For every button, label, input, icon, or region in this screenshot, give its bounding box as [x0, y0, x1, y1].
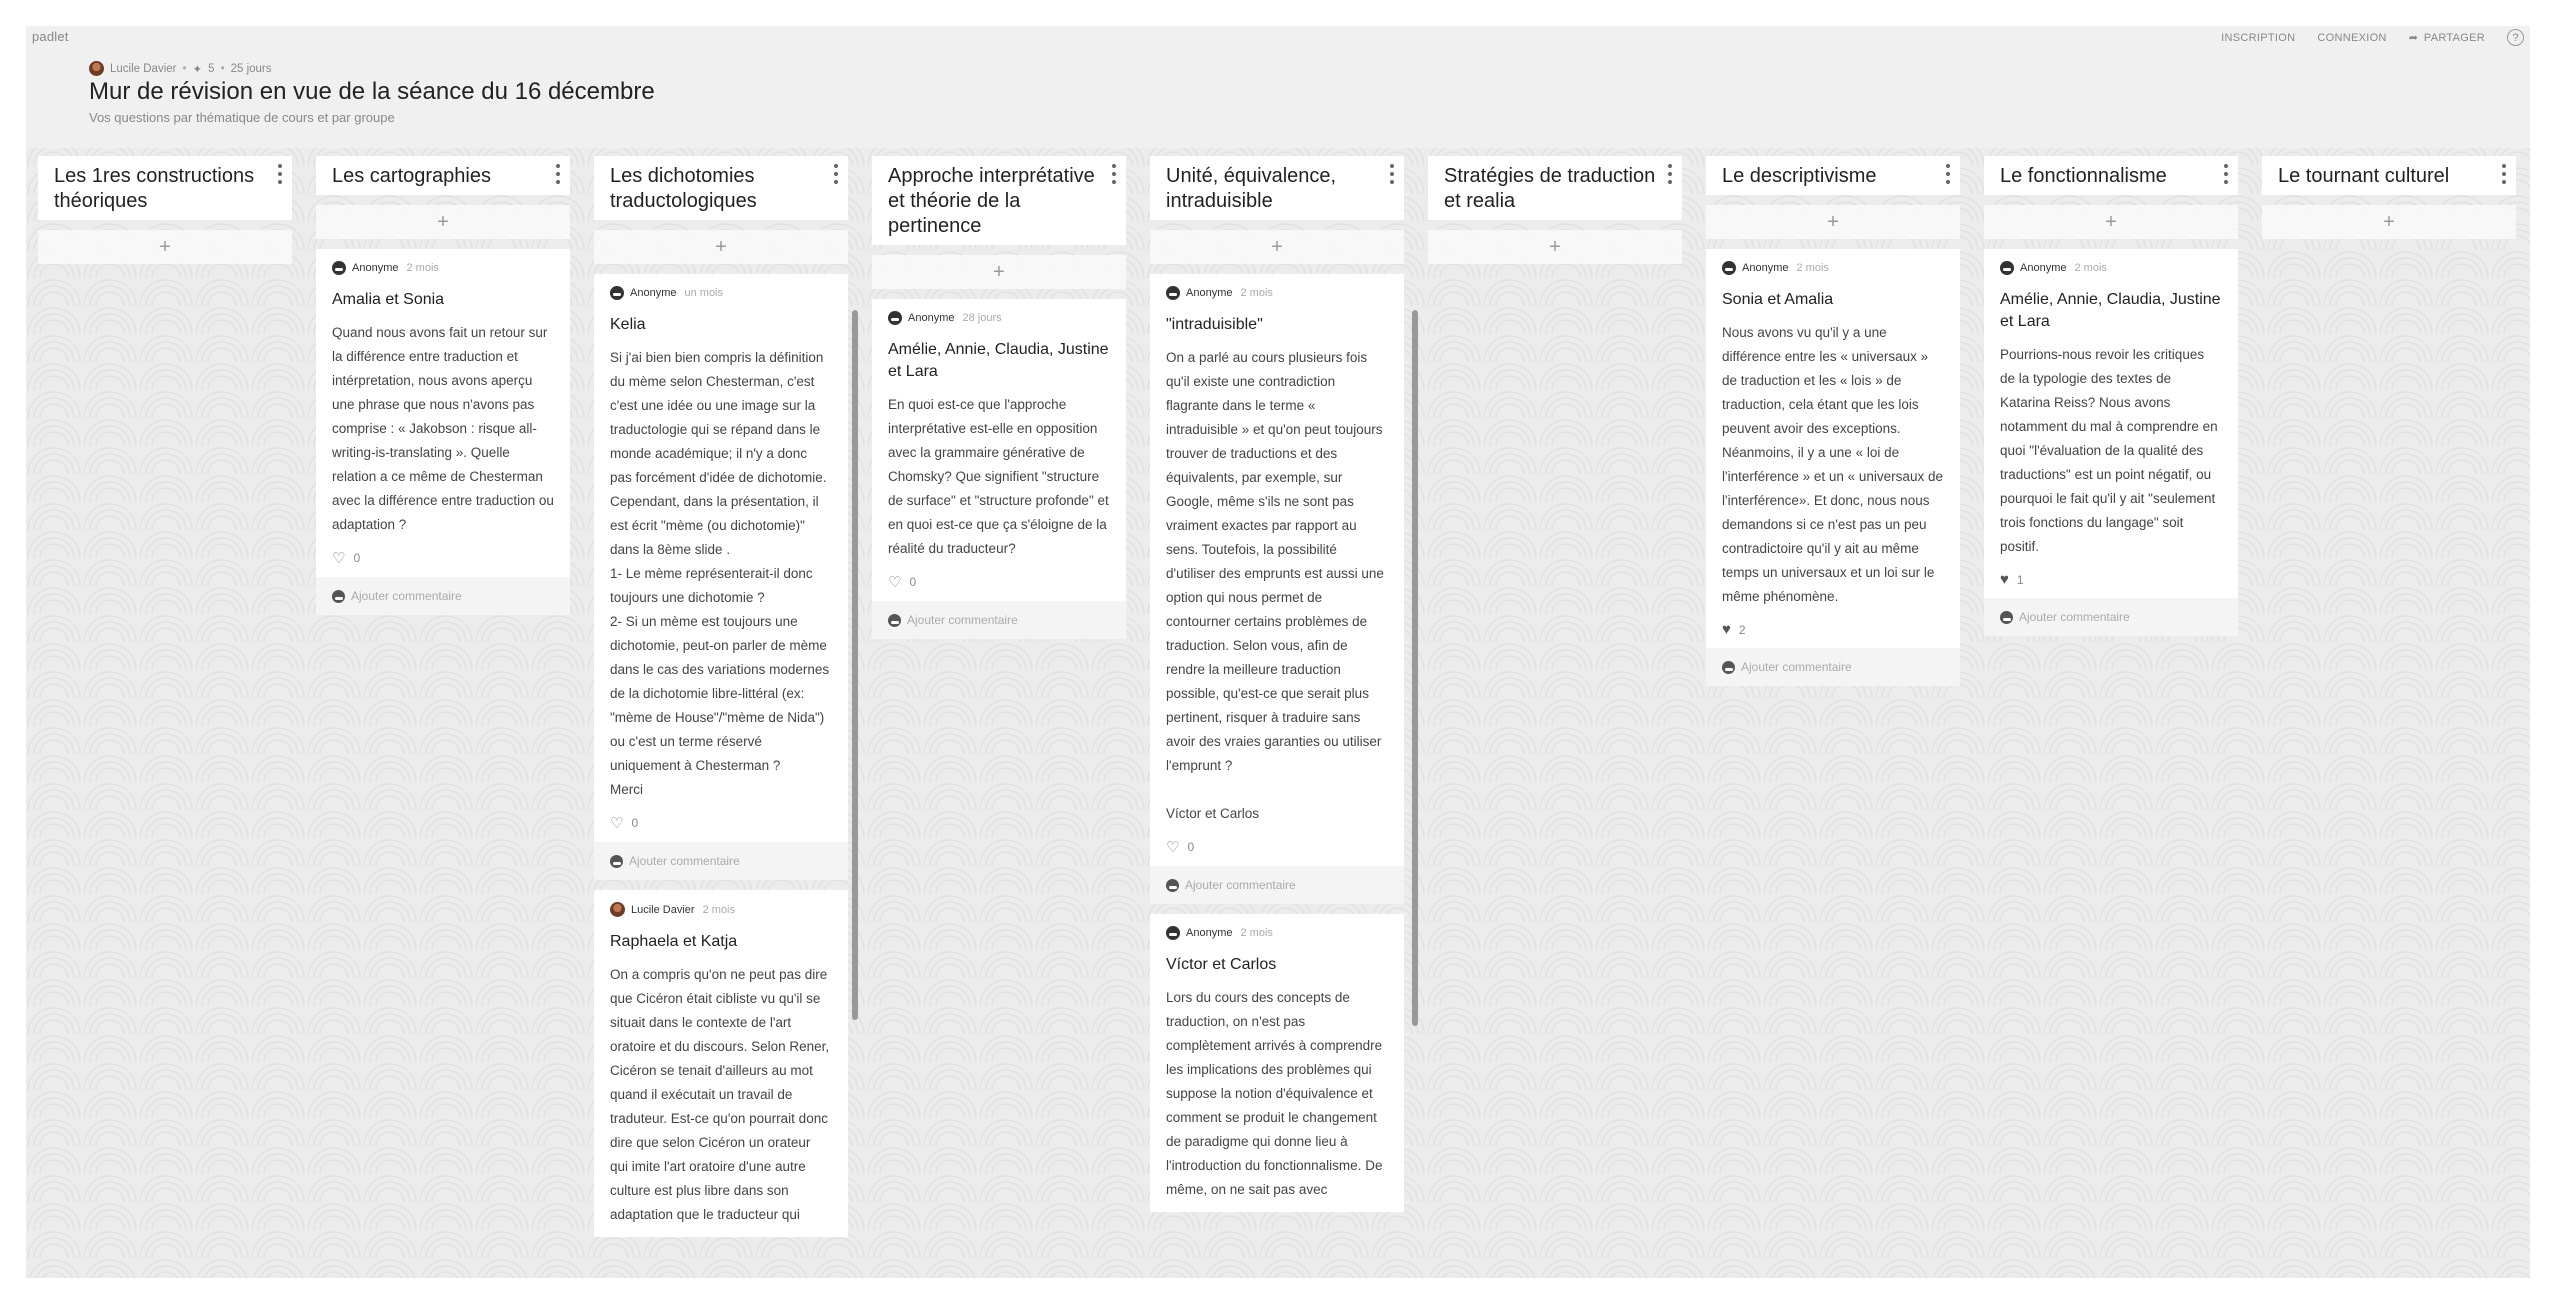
post-time: 2 mois: [702, 903, 735, 916]
header: [26, 26, 2530, 148]
add-comment-label: Ajouter commentaire: [907, 613, 1018, 627]
post-card[interactable]: [594, 274, 848, 880]
post-author: Anonyme: [908, 312, 955, 324]
add-post-button[interactable]: +: [1706, 205, 1960, 239]
post-body: Pourrions-nous revoir les critiques de la typologie des textes de Katarina Reiss? Nous avons notamment du mal à comprendre en quoi "l'évaluation de la qualité des traductions" est un point négatif, ou pourquoi le fait qu'il y ait "seulement trois fonctions du langage" soit positif.: [2000, 347, 2218, 554]
anonymous-icon: [1166, 926, 1180, 940]
avatar: [89, 61, 104, 76]
heart-icon[interactable]: ♡: [888, 574, 902, 591]
post-card[interactable]: [1984, 249, 2238, 636]
like-row: [1166, 838, 1388, 856]
post-time: un mois: [684, 287, 724, 299]
signup-link[interactable]: INSCRIPTION: [2221, 31, 2296, 44]
add-comment-button[interactable]: [872, 601, 1126, 639]
post-time: 2 mois: [1240, 927, 1273, 939]
share-icon: ➦: [2408, 32, 2418, 44]
padlet-board: [26, 26, 2530, 1278]
post-title: Kelia: [610, 316, 646, 333]
add-post-button[interactable]: +: [872, 255, 1126, 289]
board-meta: [89, 61, 272, 76]
anonymous-icon: [1166, 286, 1180, 300]
post-title: Amélie, Annie, Claudia, Justine et Lara: [2000, 291, 2221, 330]
post-author-row: [888, 311, 1110, 325]
column-scrollbar[interactable]: [1412, 310, 1418, 1026]
add-comment-button[interactable]: [1150, 866, 1404, 904]
post-card[interactable]: [594, 890, 848, 1237]
post-title: Amalia et Sonia: [332, 291, 445, 308]
more-vertical-icon[interactable]: [1388, 164, 1396, 184]
anonymous-icon: [610, 286, 624, 300]
post-body: En quoi est-ce que l'approche interprétative est-elle en opposition avec la grammaire générative de Chomsky? Que signifient "structure de surface" et "structure profonde" et en quoi est-ce que ça s'éloigne de la réalité du traducteur?: [888, 397, 1109, 556]
post-author-row: [1166, 286, 1388, 300]
post-title: "intraduisible": [1166, 316, 1263, 333]
post-author: Anonyme: [630, 287, 677, 299]
post-body: Quand nous avons fait un retour sur la différence entre traduction et intérpretation, nous avons aperçu une phrase que nous n'avons pas comprise : « Jakobson : risque all-writing-is-translating ». Quelle relation a ce même de Chesterman avec la différence entre traduction ou adaptation ?: [332, 325, 554, 532]
more-vertical-icon[interactable]: [1110, 164, 1118, 184]
post-author-row: [2000, 261, 2222, 275]
top-nav: [2221, 29, 2524, 46]
anonymous-icon: [610, 855, 623, 868]
add-post-button[interactable]: +: [1984, 205, 2238, 239]
add-comment-button[interactable]: [316, 577, 570, 615]
post-title: Víctor et Carlos: [1166, 956, 1277, 973]
post-author-row: [1166, 926, 1388, 940]
column-header: [316, 156, 570, 195]
add-comment-button[interactable]: [594, 842, 848, 880]
add-comment-button[interactable]: [1706, 648, 1960, 686]
like-count: 0: [353, 551, 361, 565]
anonymous-icon: [1722, 661, 1735, 674]
post-time: 2 mois: [1796, 262, 1829, 274]
post-author-row: [332, 261, 554, 275]
add-comment-label: Ajouter commentaire: [2019, 610, 2130, 624]
login-link[interactable]: CONNEXION: [2317, 31, 2387, 44]
share-label: PARTAGER: [2423, 31, 2485, 44]
post-time: 2 mois: [2074, 262, 2107, 274]
column-header: [1706, 156, 1960, 195]
board-author[interactable]: Lucile Davier: [110, 62, 177, 75]
avatar: [610, 902, 625, 917]
padlet-logo[interactable]: padlet: [32, 29, 69, 44]
post-body: Si j'ai bien bien compris la définition du mème selon Chesterman, c'est c'est une idée ou une image sur la traductologie qui se répand dans le monde académique; il n'y a donc pas forcément d'idée de dichotomie. Cependant, dans la présentation, il est écrit "mème (ou dichotomie)" dans la 8ème slide . 1- Le mème représenterait-il donc toujours une dichotomie ? 2- Si un mème est toujours une dichotomie, peut-on parler de mème dans le cas des variations modernes de la dichotomie libre-littéral (ex: "mème de House"/"mème de Nida") ou c'est un terme réservé uniquement à Chesterman ? Merci: [610, 350, 830, 797]
like-row: [610, 814, 832, 832]
like-count: 0: [631, 816, 639, 830]
more-vertical-icon[interactable]: [1944, 164, 1952, 184]
column-title[interactable]: Les cartographies: [332, 165, 491, 187]
post-body: On a parlé au cours plusieurs fois qu'il existe une contradiction flagrante dans le terme « intraduisible » et qu'on peut toujours trouver de traductions et des équivalents, par exemple, sur Google, même s'ils ne sont pas vraiment exactes par rapport au sens. Toutefois, la possibilité d'utiliser des emprunts est aussi une option qui nous permet de contourner certains problèmes de traduction. Selon vous, afin de rendre la meilleure traduction possible, qu'est-ce que serait plus pertinent, risquer à traduire sans avoir des vraies garanties ou utiliser l'emprunt ? Víctor et Carlos: [1166, 350, 1384, 821]
add-post-button[interactable]: +: [1150, 230, 1404, 264]
post-author: Anonyme: [352, 262, 399, 274]
column-title[interactable]: Les dichotomies traductologiques: [610, 165, 757, 212]
more-vertical-icon[interactable]: [832, 164, 840, 184]
column-header: [1150, 156, 1404, 220]
heart-icon[interactable]: ♡: [1166, 839, 1180, 856]
add-comment-button[interactable]: [1984, 598, 2238, 636]
anonymous-icon: [888, 614, 901, 627]
top-bar: [26, 26, 2530, 48]
column-title[interactable]: Approche interprétative et théorie de la pertinence: [888, 165, 1095, 237]
column-header: [594, 156, 848, 220]
post-author: Anonyme: [1186, 287, 1233, 299]
add-post-button[interactable]: +: [1428, 230, 1682, 264]
like-count: 2: [1738, 622, 1746, 637]
post-card[interactable]: [1150, 274, 1404, 904]
page-subtitle: Vos questions par thématique de cours et par groupe: [89, 110, 395, 125]
more-vertical-icon[interactable]: [2500, 164, 2508, 184]
page-title: Mur de révision en vue de la séance du 16 décembre: [89, 78, 655, 105]
like-count: 1: [2016, 572, 2024, 587]
add-comment-label: Ajouter commentaire: [1741, 660, 1852, 674]
post-time: 2 mois: [1240, 287, 1273, 299]
add-post-button[interactable]: +: [38, 230, 292, 264]
post-author: Anonyme: [1742, 262, 1789, 274]
anonymous-icon: [1166, 879, 1179, 892]
board-age: 25 jours: [230, 62, 272, 75]
column: [1984, 156, 2238, 636]
more-vertical-icon[interactable]: [554, 164, 562, 184]
post-time: 28 jours: [962, 312, 1002, 324]
add-post-button[interactable]: +: [2262, 205, 2516, 239]
anonymous-icon: [888, 311, 902, 325]
post-author: Anonyme: [2020, 262, 2067, 274]
column: [1150, 156, 1404, 1212]
post-card[interactable]: [316, 249, 570, 615]
more-vertical-icon[interactable]: [2222, 164, 2230, 184]
anonymous-icon: [332, 261, 346, 275]
like-row: [2000, 571, 2222, 588]
add-post-button[interactable]: +: [594, 230, 848, 264]
post-title: Raphaela et Katja: [610, 933, 738, 950]
like-row: [332, 549, 554, 567]
column-header: [1984, 156, 2238, 195]
column-title[interactable]: Le tournant culturel: [2278, 165, 2450, 187]
column-header: [872, 156, 1126, 245]
separator: •: [182, 62, 187, 75]
post-title: Sonia et Amalia: [1722, 291, 1834, 308]
column: [1428, 156, 1682, 264]
post-author-row: [610, 902, 832, 917]
post-body: On a compris qu'on ne peut pas dire que Cicéron était cibliste vu qu'il se situait dans le contexte de l'art oratoire et du discours. Selon Rener, Cicéron se tenait d'ailleurs au mot quand il exécutait un travail de traduteur. Est-ce qu'on pourrait donc dire que selon Cicéron un orateur qui imite l'art oratoire d'une autre culture est plus libre dans son adaptation que le traducteur qui: [610, 967, 830, 1222]
add-comment-label: Ajouter commentaire: [629, 854, 740, 868]
like-count: 0: [909, 575, 917, 589]
column-title[interactable]: Les 1res constructions théoriques: [54, 165, 255, 212]
post-author-row: [610, 286, 832, 300]
board-likes: 5: [208, 62, 215, 75]
post-author: Anonyme: [1186, 927, 1233, 939]
help-icon[interactable]: ?: [2507, 29, 2524, 46]
anonymous-icon: [332, 590, 345, 603]
post-card[interactable]: [1150, 914, 1404, 1212]
columns-area: [26, 156, 2530, 1278]
column-title[interactable]: Le fonctionnalisme: [2000, 165, 2167, 187]
like-row: [1722, 621, 1944, 638]
heart-icon[interactable]: ♡: [332, 550, 346, 567]
column: [316, 156, 570, 615]
add-comment-label: Ajouter commentaire: [1185, 878, 1296, 892]
more-vertical-icon[interactable]: [276, 164, 284, 184]
column-title[interactable]: Stratégies de traduction et realia: [1444, 165, 1656, 212]
more-vertical-icon[interactable]: [1666, 164, 1674, 184]
column-title[interactable]: Unité, équivalence, intraduisible: [1166, 165, 1337, 212]
post-time: 2 mois: [406, 262, 439, 274]
add-comment-label: Ajouter commentaire: [351, 589, 462, 603]
column-header: [1428, 156, 1682, 220]
column: [1706, 156, 1960, 686]
column: [594, 156, 848, 1237]
column: [38, 156, 292, 264]
post-card[interactable]: [872, 299, 1126, 639]
column-title[interactable]: Le descriptivisme: [1722, 165, 1877, 187]
post-card[interactable]: [1706, 249, 1960, 686]
like-row: [888, 573, 1110, 591]
anonymous-icon: [2000, 261, 2014, 275]
heart-icon[interactable]: ♥: [1722, 621, 1731, 638]
post-author: Lucile Davier: [631, 903, 695, 916]
column-header: [2262, 156, 2516, 195]
separator: •: [220, 62, 225, 75]
add-post-button[interactable]: +: [316, 205, 570, 239]
like-count: 0: [1187, 840, 1195, 854]
anonymous-icon: [2000, 611, 2013, 624]
column: [872, 156, 1126, 639]
post-author-row: [1722, 261, 1944, 275]
column-header: [38, 156, 292, 220]
star-icon: ✦: [192, 63, 203, 76]
post-title: Amélie, Annie, Claudia, Justine et Lara: [888, 341, 1109, 380]
post-body: Nous avons vu qu'il y a une différence entre les « universaux » de traduction et les « lois » de traduction, cela étant que les lois peuvent avoir des exceptions. Néanmoins, il y a une « loi de l'interférence » et un « universaux de l'interférence». Et donc, nous nous demandons si ce n'est pas un peu contradictoire qu'il y ait au même temps un universaux et un loi sur le même phénomène.: [1722, 325, 1943, 604]
column: [2262, 156, 2516, 239]
post-body: Lors du cours des concepts de traduction, on n'est pas complètement arrivés à comprendre les implications des problèmes qui suppose la notion d'équivalence et comment se produit le changement de paradigme qui donne lieu à l'introduction du fonctionnalisme. De même, on ne sait pas avec: [1166, 990, 1383, 1197]
column-scrollbar[interactable]: [852, 310, 858, 1020]
share-button[interactable]: [2409, 31, 2485, 44]
anonymous-icon: [1722, 261, 1736, 275]
heart-icon[interactable]: ♥: [2000, 571, 2009, 588]
heart-icon[interactable]: ♡: [610, 815, 624, 832]
